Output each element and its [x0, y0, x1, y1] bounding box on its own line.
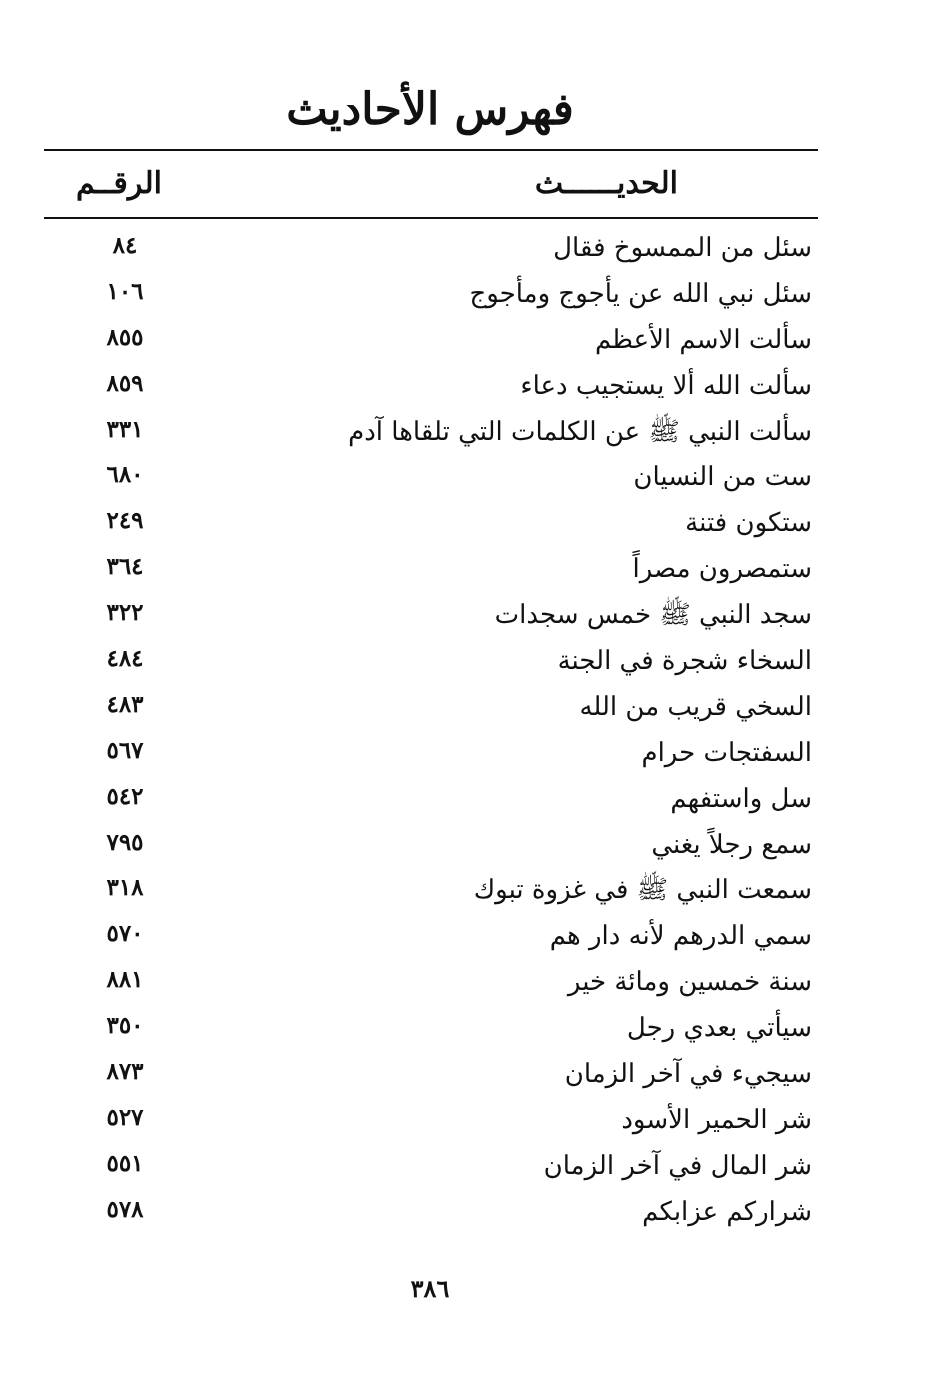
page-title: فهرس الأحاديث: [286, 84, 574, 135]
hadith-text: سمع رجلاً يغني: [651, 829, 812, 860]
hadith-number: ٥٧٨: [106, 1195, 144, 1223]
column-header-hadith: الحديــــــث: [534, 166, 678, 201]
hadith-text: سألت الاسم الأعظم: [594, 324, 812, 355]
hadith-text: سئل نبي الله عن يأجوج ومأجوج: [469, 278, 812, 309]
index-entry: [44, 914, 818, 960]
hadith-text: سمي الدرهم لأنه دار هم: [549, 921, 812, 952]
index-entry: [44, 1006, 818, 1052]
column-header-number: الرقــم: [76, 166, 162, 201]
index-entry: [44, 547, 818, 593]
hadith-number: ٤٨٣: [106, 690, 144, 718]
index-entry: [44, 685, 818, 731]
hadith-number: ٨٤: [112, 232, 138, 259]
hadith-text: شراركم عزابكم: [642, 1196, 812, 1227]
hadith-number: ١٠٦: [106, 277, 144, 305]
hadith-text: ستمصرون مصراً: [632, 554, 812, 585]
index-entry: [44, 731, 818, 777]
hadith-text: سيأتي بعدي رجل: [626, 1013, 812, 1044]
hadith-number: ٥٢٧: [106, 1103, 144, 1131]
hadith-text: ستكون فتنة: [685, 508, 812, 539]
index-entry: [44, 823, 818, 869]
hadith-text: سمعت النبي ﷺ في غزوة تبوك: [473, 875, 812, 906]
hadith-text: سألت النبي ﷺ عن الكلمات التي تلقاها آدم: [348, 416, 812, 447]
index-entry: [44, 455, 818, 501]
index-entry: [44, 777, 818, 823]
index-entry: [44, 868, 818, 914]
index-entry: [44, 410, 818, 456]
hadith-number: ٨٥٥: [106, 323, 144, 351]
page-number: ٣٨٦: [410, 1274, 450, 1303]
hadith-text: سألت الله ألا يستجيب دعاء: [520, 370, 812, 401]
hadith-text: شر الحمير الأسود: [621, 1104, 812, 1135]
hadith-index-list: [44, 226, 818, 1236]
index-entry: [44, 639, 818, 685]
header-top-rule: [44, 149, 818, 151]
hadith-text: سل واستفهم: [670, 783, 812, 814]
hadith-number: ٣٣١: [106, 415, 144, 443]
index-entry: [44, 593, 818, 639]
hadith-number: ٣٢٢: [106, 599, 144, 627]
hadith-text: السفتجات حرام: [641, 737, 812, 768]
hadith-number: ٨٨١: [106, 966, 144, 994]
hadith-number: ٤٨٤: [106, 645, 144, 673]
hadith-number: ٢٤٩: [106, 507, 144, 535]
hadith-text: ست من النسيان: [633, 462, 812, 493]
index-entry: [44, 960, 818, 1006]
hadith-number: ٧٩٥: [106, 828, 144, 856]
index-entry: [44, 364, 818, 410]
index-entry: [44, 1052, 818, 1098]
hadith-number: ٦٨٠: [106, 461, 144, 489]
hadith-text: شر المال في آخر الزمان: [543, 1150, 812, 1181]
hadith-number: ٥٦٧: [106, 736, 144, 764]
index-entry: [44, 1144, 818, 1190]
hadith-number: ٣٦٤: [106, 553, 144, 581]
hadith-text: السخي قريب من الله: [579, 691, 812, 722]
index-entry: [44, 226, 818, 272]
index-entry: [44, 501, 818, 547]
index-entry: [44, 1190, 818, 1236]
hadith-number: ٣١٨: [106, 874, 144, 902]
index-entry: [44, 272, 818, 318]
hadith-number: ٨٥٩: [106, 369, 144, 397]
hadith-number: ٥٤٢: [106, 782, 144, 810]
index-entry: [44, 318, 818, 364]
hadith-number: ٥٥١: [106, 1149, 144, 1177]
hadith-text: سجد النبي ﷺ خمس سجدات: [494, 600, 812, 631]
hadith-text: سئل من الممسوخ فقال: [553, 233, 812, 263]
hadith-text: سيجيء في آخر الزمان: [564, 1059, 812, 1090]
hadith-number: ٣٥٠: [106, 1012, 144, 1040]
header-bottom-rule: [44, 217, 818, 219]
index-entry: [44, 1098, 818, 1144]
hadith-text: السخاء شجرة في الجنة: [557, 646, 812, 677]
hadith-number: ٥٧٠: [106, 920, 144, 948]
hadith-number: ٨٧٣: [106, 1058, 144, 1086]
hadith-text: سنة خمسين ومائة خير: [567, 967, 812, 998]
